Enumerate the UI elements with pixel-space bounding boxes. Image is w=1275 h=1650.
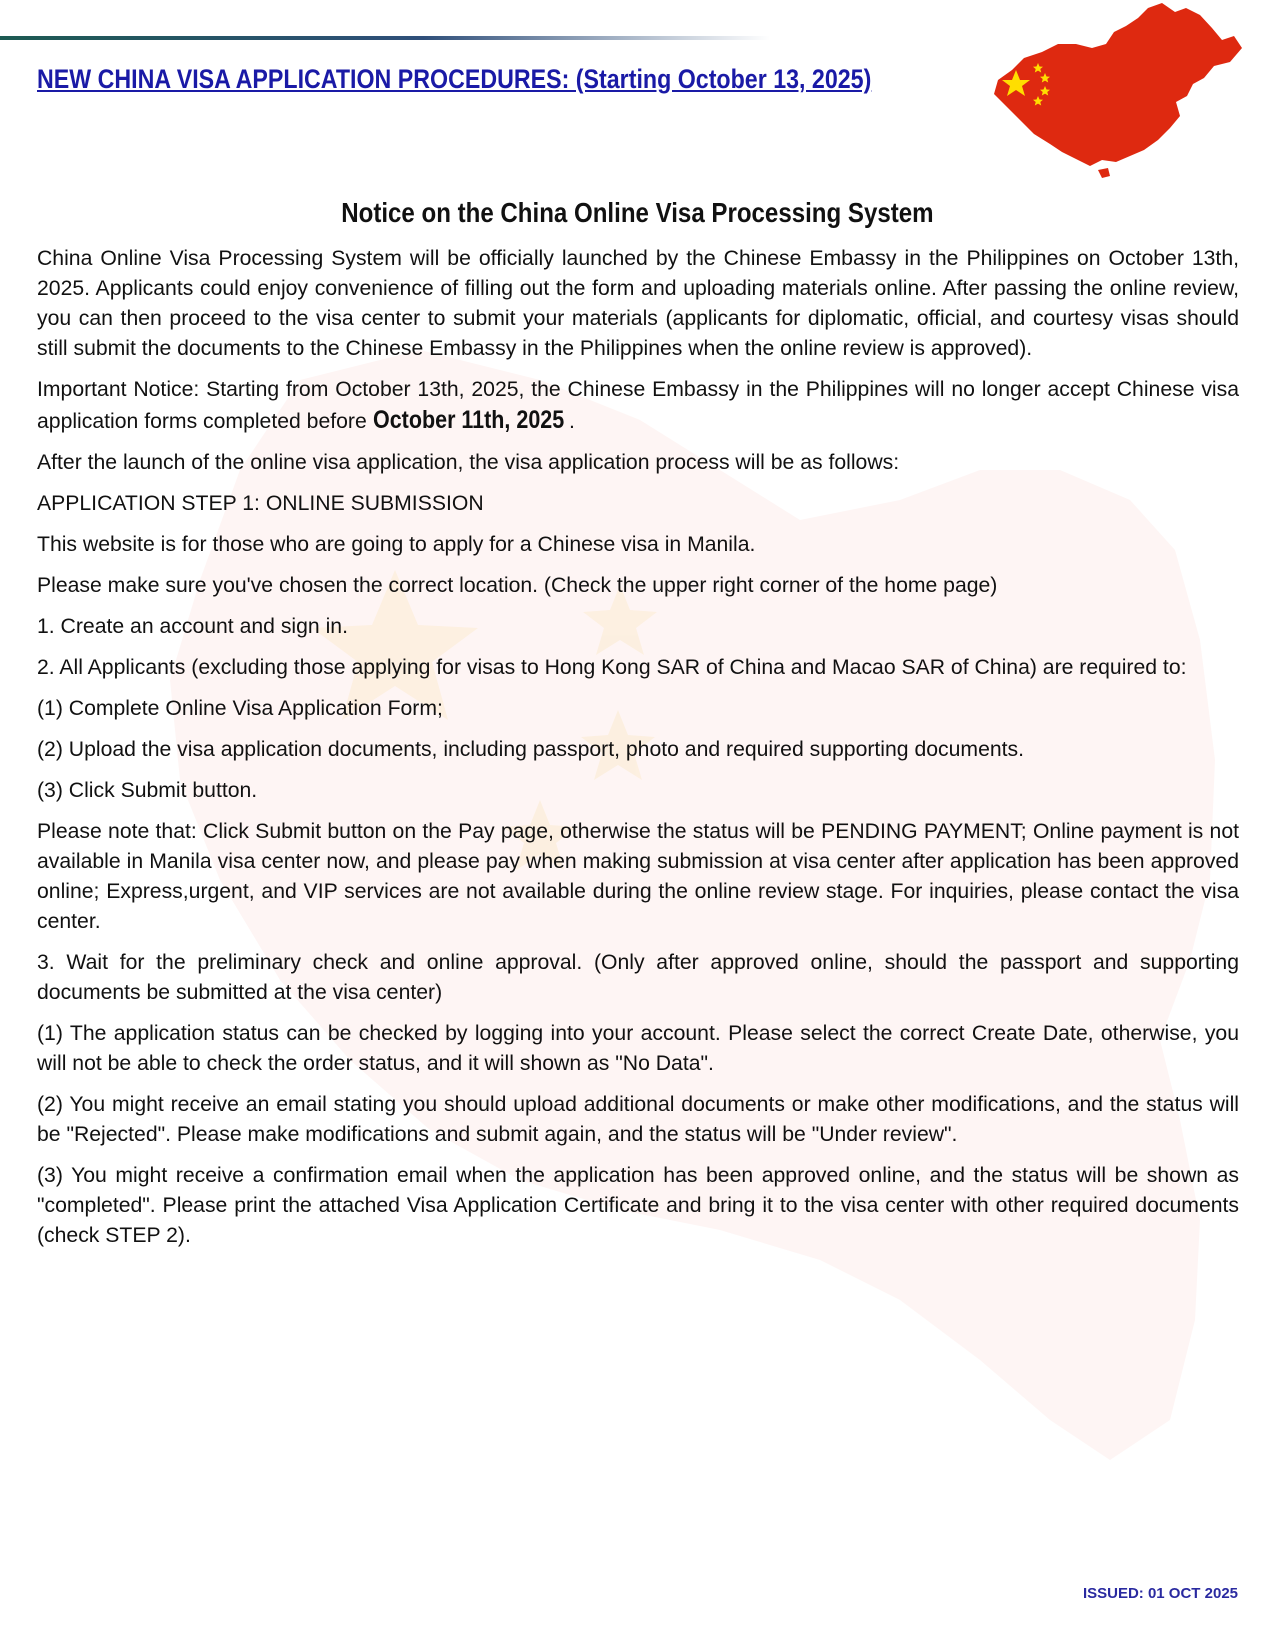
step-item-3-2: (2) You might receive an email stating you should upload additional documents or make other modifications, and the status will be "Rejected". Please make modifications and submit again, and the status will be "Under review". [37, 1093, 1239, 1146]
step-item-2-1: (1) Complete Online Visa Application Form; [37, 697, 443, 720]
step-item-2: 2. All Applicants (excluding those applying for visas to Hong Kong SAR of China and Macao SAR of China) are required to: [37, 656, 1187, 679]
step-item-2-2: (2) Upload the visa application documents, including passport, photo and required supporting documents. [37, 738, 1024, 761]
step-item-3-1: (1) The application status can be checked by logging into your account. Please select the correct Create Date, otherwise, you will not be able to check the order status, and it will shown as "No Data". [37, 1022, 1239, 1075]
notice-title-text: Notice on the China Online Visa Processing System [341, 197, 934, 228]
location-note: Please make sure you've chosen the correct location. (Check the upper right corner of the home page) [37, 574, 998, 597]
map-shape [994, 3, 1242, 178]
important-notice-paragraph [37, 375, 1239, 437]
china-map-flag-icon [990, 0, 1252, 186]
important-notice-date: October 11th, 2025 [372, 406, 564, 434]
page-title: NEW CHINA VISA APPLICATION PROCEDURES: (Starting October 13, 2025) [37, 64, 872, 94]
step1-heading: APPLICATION STEP 1: ONLINE SUBMISSION [37, 492, 484, 515]
website-note: This website is for those who are going to apply for a Chinese visa in Manila. [37, 533, 756, 556]
step-item-3: 3. Wait for the preliminary check and online approval. (Only after approved online, should the passport and supporting documents be submitted at the visa center) [37, 951, 1239, 1004]
process-intro: After the launch of the online visa application, the visa application process will be as follows: [37, 451, 900, 474]
notice-body [37, 244, 1239, 1262]
step-item-1: 1. Create an account and sign in. [37, 615, 348, 638]
important-notice-text: Important Notice: Starting from October 13th, 2025, the Chinese Embassy in the Philippines will no longer accept Chinese visa application forms completed before [37, 378, 1239, 433]
important-notice-end: . [568, 410, 575, 433]
notice-title [0, 197, 1275, 229]
header-divider [0, 36, 770, 40]
step-item-2-3: (3) Click Submit button. [37, 779, 258, 802]
issued-date: ISSUED: 01 OCT 2025 [1082, 1585, 1238, 1602]
intro-paragraph: China Online Visa Processing System will be officially launched by the Chinese Embassy in the Philippines on October 13th, 2025. Applicants could enjoy convenience of filling out the form and uploading materials online. After passing the online review, you can then proceed to the visa center to submit your materials (applicants for diplomatic, official, and courtesy visas should still submit the documents to the Chinese Embassy in the Philippines when the online review is approved). [37, 247, 1239, 360]
step-item-3-3: (3) You might receive a confirmation email when the application has been approved online, and the status will be shown as "completed". Please print the attached Visa Application Certificate and bring it to the visa center with other required documents (check STEP 2). [37, 1164, 1239, 1247]
payment-note: Please note that: Click Submit button on the Pay page, otherwise the status will be PENDING PAYMENT; Online payment is not available in Manila visa center now, and please pay when making submission at visa center after application has been approved online; Express,urgent, and VIP services are not available during the online review stage. For inquiries, please contact the visa center. [37, 820, 1239, 933]
